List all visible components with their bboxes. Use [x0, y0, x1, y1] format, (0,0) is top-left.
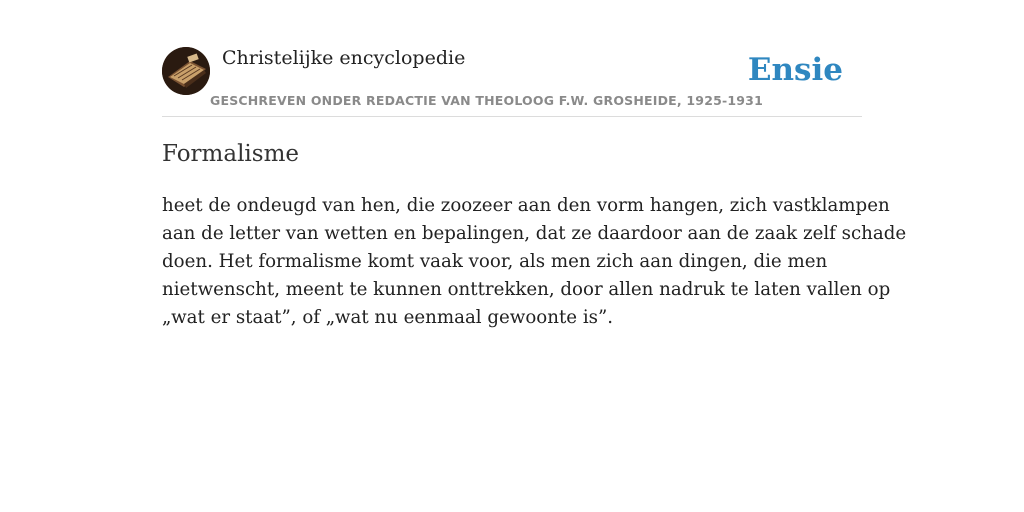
- article-body-line: „wat er staat”, of „wat nu eenmaal gewoonte is”.: [162, 307, 614, 328]
- book-icon: [162, 47, 210, 95]
- site-avatar[interactable]: [162, 47, 210, 95]
- article-body: [162, 192, 907, 332]
- article-body-line: heet de ondeugd van hen, die zoozeer aan den vorm hangen, zich vastklampen: [162, 195, 890, 216]
- article-title: Formalisme: [162, 141, 300, 167]
- article-body-line: aan de letter van wetten en bepalingen, dat ze daardoor aan de zaak zelf schade: [162, 223, 907, 244]
- site-subtitle: GESCHREVEN ONDER REDACTIE VAN THEOLOOG F.W. GROSHEIDE, 1925-1931: [210, 93, 763, 108]
- brand-logo[interactable]: Ensie: [747, 52, 843, 88]
- site-title[interactable]: Christelijke encyclopedie: [222, 47, 466, 69]
- site-header: [162, 46, 862, 117]
- article-body-line: nietwenscht, meent te kunnen onttrekken, door allen nadruk te laten vallen op: [162, 279, 891, 300]
- article-body-line: doen. Het formalisme komt vaak voor, als men zich aan dingen, die men: [162, 251, 828, 272]
